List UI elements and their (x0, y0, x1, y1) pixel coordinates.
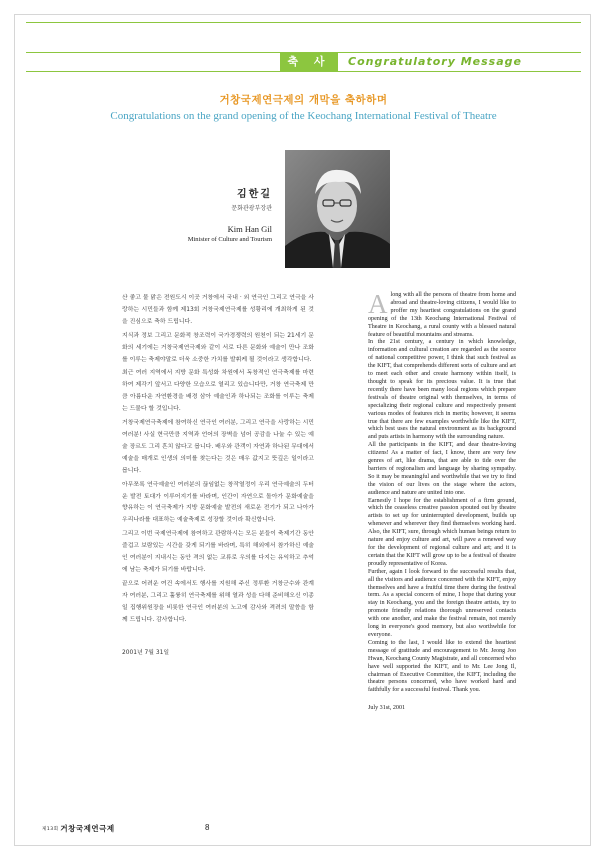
english-paragraph: In the 21st century, a century in which knowledge, information and cultural creation are regarded as the source of national competitive power, I think that such festival as the KIFT, that comprehends different sorts of culture and art to meet each other and create harmony within itself, is thought to speak for its precious value. It is true that recently there have been many local regions which prepare festivals of theatre original with themselves, in terms of specializing their regional culture and respectively present various modes of features rich in merits; however, it seems true that there are few examples worthwhile like the KIFT, which best uses the natural environment as its background and puts artists in harmony with the surrounding nature. (368, 339, 516, 441)
author-name-english: Kim Han Gil (227, 224, 272, 234)
korean-paragraph: 그리고 이번 국제연극제에 참여하고 관람하시는 모든 분들이 축제기간 동안 즐겁고 보람있는 시간을 갖게 되기를 바라며, 특히 해외에서 참가하신 예술인 여러분이 지내시는 동안 격의 없는 교류로 우의를 다지는 유익하고 추억에 남는 축제가 되기를 바랍니다. (122, 531, 314, 573)
english-paragraph: Earnestly I hope for the establishment of a firm ground, which the ceaseless creative passion spouted out by theatre artists to set up for uninterrupted development, builds up whenever and wherever they find themselves working hard. Also, the KIFT, sure, through which human beings return to nature and enjoy culture and art, will pave a renewed way for the development of regional culture and art; and it is certain that the KIFT will grow up to be a festival of theatre proudly representative of Korea. (368, 497, 516, 567)
page-title-korean: 거창국제연극제의 개막을 축하하며 (219, 94, 388, 106)
korean-paragraph: 최근 여러 지역에서 지방 문화 특성화 차원에서 독창적인 연극축제를 마련하여 제각기 앞서고 다양한 모습으로 열리고 있습니다만, 거창 연극축제 만큼 아름다운 자연환경을 배경 삼아 예술인과 하나되는 조화를 이루는 축제는 드물다 할 것입니다. (122, 370, 314, 413)
english-paragraph-text: long with all the persons of theatre from home and abroad and theatre-loving citizens, I would like to proffer my heartiest congratulations on the grand opening of the 13th Keochang International Festival of Theatre in Keochang, a rural county with a blessed natural feature of beautiful mountains and streams. (368, 292, 516, 338)
korean-paragraph: 산 좋고 물 맑은 전원도시 이곳 거창에서 국내 · 외 연극인 그리고 연극을 사랑하는 시민들과 함께 제13회 거창국제연극제를 성황리에 개최하게 된 것을 진심으로 축하 드립니다. (122, 295, 314, 325)
english-paragraph (368, 289, 516, 339)
drop-cap: A (368, 289, 388, 319)
english-paragraph: All the participants in the KIFT, and dear theatre-loving citizens! As a matter of fact, I know, there are very few genres of art, like drama, that are able to tide over the barriers of regionalism and language by sharing sympathy. So it may be meaningful and worthwhile that we try to find the vision of our lives on the stage where the actors, audience and nature are united into one. (368, 442, 516, 496)
festival-logo-text: 거창국제연극제 (60, 824, 115, 833)
section-tag-english: Congratulatory Message (348, 55, 522, 68)
page-title-english: Congratulations on the grand opening of the Keochang International Festival of Theatre (110, 110, 497, 122)
english-paragraph: Coming to the last, I would like to extend the heartiest message of gratitude and encouragement to Mr. Jeong Joo Hwan, Keochang County Magistrate, and all concerned who have well supported the KIFT, and to Mr. Lee Jong Il, chairman of Executive Committee, the KIFT, including the theatre persons concerned, who have worked hard and faithfully for a successful festival. Thank you. (368, 639, 516, 694)
english-date: July 31st, 2001 (368, 705, 406, 712)
korean-paragraph: 지식과 정보 그리고 문화적 창조력이 국가경쟁력의 원천이 되는 21세기 문화의 세기에는 거창국제연극제와 같이 서로 다른 문화와 예술이 만나 조화를 이루는 축제야말로 더욱 소중한 가치를 발휘케 될 것이라고 생각합니다. (122, 332, 314, 363)
author-photo (285, 150, 390, 268)
korean-paragraph: 아무쪼록 연극예술인 여러분의 끊임없는 창작열정이 우리 연극예술의 두터운 발전 토대가 이루어지기를 바라며, 인간이 자연으로 돌아가 문화예술을 향유하는 이 연극축제가 지방 문화예술 발전의 새로운 전기가 되고 나아가 우리나라를 대표하는 예술축제로 성장할 것이라 확신합니다. (122, 481, 314, 524)
edition-label: 제13회 (42, 827, 59, 832)
page-number: 8 (205, 823, 210, 832)
korean-date: 2001년 7월 31일 (122, 650, 170, 657)
author-title-english: Minister of Culture and Tourism (187, 236, 272, 243)
korean-body (122, 293, 314, 662)
english-body (368, 289, 516, 713)
korean-paragraph: 거창국제연극축제에 참여하신 연극인 여러분, 그리고 연극을 사랑하는 시민 여러분! 사실 현극만큼 지역과 언어의 장벽을 넘어 공감을 나눌 수 있는 예술 장르도 그리 흔치 않다고 봅니다. 배우와 관객이 자연과 하나된 무대에서 예술을 매개로 인생의 의미를 찾는다는 것은 매우 값지고 뜻깊은 일이라고 봅니다. (122, 420, 314, 474)
author-name-korean: 김한길 (237, 189, 272, 200)
english-paragraph: Further, again I look forward to the successful results that, all the visitors and audience concerned with the KIFT, enjoy themselves and have a fruitful time there during the festival term. As a special concern of mine, I hope that during your stay in Keochang, you and the foreign theatre artists, try to promote friendly relations thorough unreserved contacts with one another, and make the festival remain, not merely long in everyone's good memory, but also worthwhile for everyone. (368, 568, 516, 638)
festival-logo (42, 823, 115, 834)
author-title-korean: 문화관광부장관 (231, 205, 272, 212)
top-rule (26, 22, 581, 23)
section-tag: 축 사 (280, 52, 338, 72)
korean-paragraph: 끝으로 어려운 여건 속에서도 행사를 지원해 주신 정루환 거창군수와 관계자 여러분, 그리고 훌륭히 연극축제를 위해 열과 성을 다해 준비해오신 이종일 집행위원장을 비롯한 연극인 여러분의 노고에 감사와 격려의 말씀을 함께 드립니다. 감사합니다. (122, 580, 314, 623)
